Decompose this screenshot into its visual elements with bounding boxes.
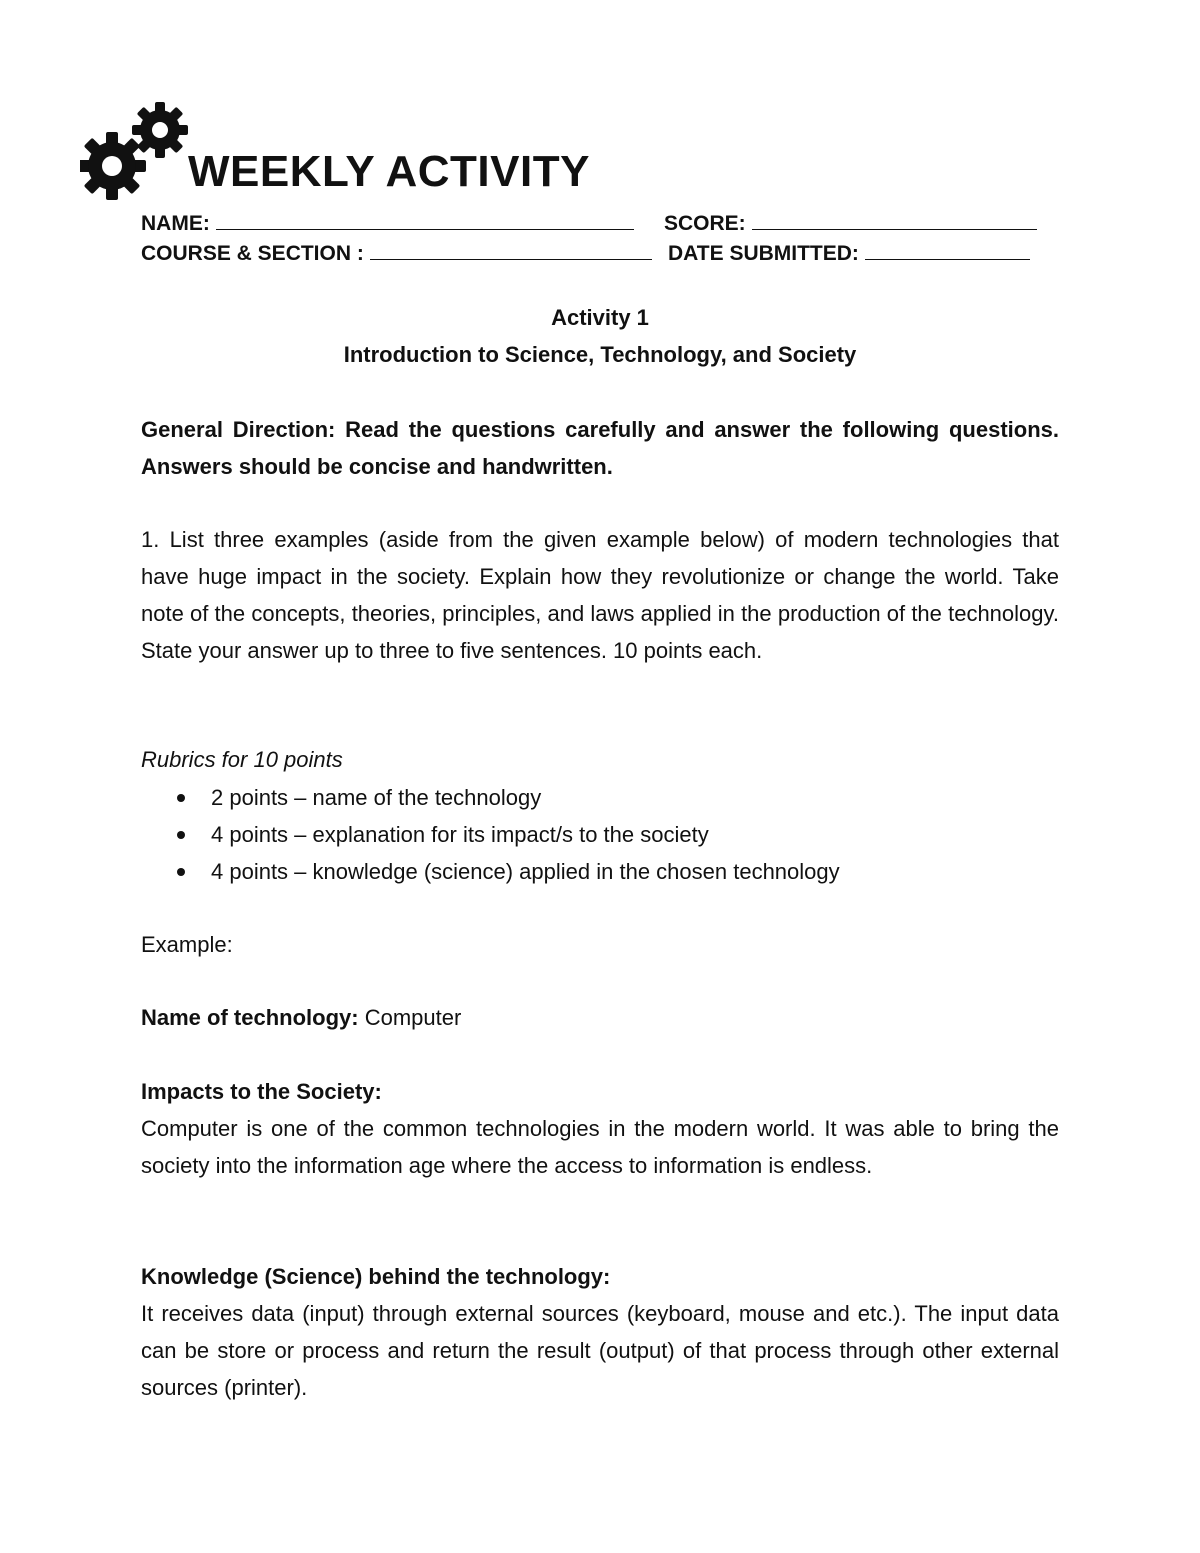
course-section-blank-line	[370, 241, 652, 260]
page-title: WEEKLY ACTIVITY	[188, 147, 590, 196]
rubric-item	[141, 779, 1059, 816]
gears-icon	[80, 100, 192, 200]
example-technology-name	[141, 999, 1059, 1036]
impacts-heading: Impacts to the Society:	[141, 1079, 382, 1104]
rubrics-list	[141, 779, 1059, 890]
rubric-item	[141, 816, 1059, 853]
date-submitted-label: DATE SUBMITTED:	[668, 242, 859, 265]
name-label: NAME:	[141, 212, 210, 235]
date-submitted-blank-line	[865, 241, 1030, 260]
course-section-label: COURSE & SECTION :	[141, 242, 364, 265]
technology-name-value: Computer	[358, 1005, 462, 1030]
name-field	[141, 210, 634, 238]
date-submitted-field	[668, 240, 1030, 268]
question-1: 1. List three examples (aside from the given example below) of modern technologies that have huge impact in the society. Explain how they revolutionize or change the world. Take note of the concepts, theories, principles, and laws applied in the production of the technology. State your answer up to three to five sentences. 10 points each.	[141, 527, 1059, 663]
impacts-text: Computer is one of the common technologies in the modern world. It was able to bring the society into the information age where the access to information is endless.	[141, 1116, 1059, 1178]
knowledge-text: It receives data (input) through external sources (keyboard, mouse and etc.). The input data can be store or process and return the result (output) of that process through other external sources (printer).	[141, 1301, 1059, 1400]
score-blank-line	[752, 211, 1037, 230]
rubrics-heading: Rubrics for 10 points	[141, 747, 343, 772]
general-direction: General Direction: Read the questions carefully and answer the following questions. Answers should be concise and handwritten.	[141, 417, 1059, 479]
rubric-item-text: 2 points – name of the technology	[211, 785, 542, 810]
example-label: Example:	[141, 932, 233, 957]
knowledge-heading: Knowledge (Science) behind the technology:	[141, 1264, 611, 1289]
rubric-item-text: 4 points – knowledge (science) applied in the chosen technology	[211, 859, 840, 884]
score-field	[664, 210, 1037, 238]
rubric-item	[141, 853, 1059, 890]
name-blank-line	[216, 211, 634, 230]
document-header	[80, 100, 1080, 210]
rubric-item-text: 4 points – explanation for its impact/s to the society	[211, 822, 709, 847]
score-label: SCORE:	[664, 212, 746, 235]
technology-name-label: Name of technology:	[141, 1005, 359, 1030]
bullet-icon	[177, 794, 185, 802]
activity-subtitle: Introduction to Science, Technology, and Society	[343, 342, 857, 367]
activity-number: Activity 1	[551, 305, 649, 330]
course-section-field	[141, 240, 652, 268]
bullet-icon	[177, 831, 185, 839]
bullet-icon	[177, 868, 185, 876]
